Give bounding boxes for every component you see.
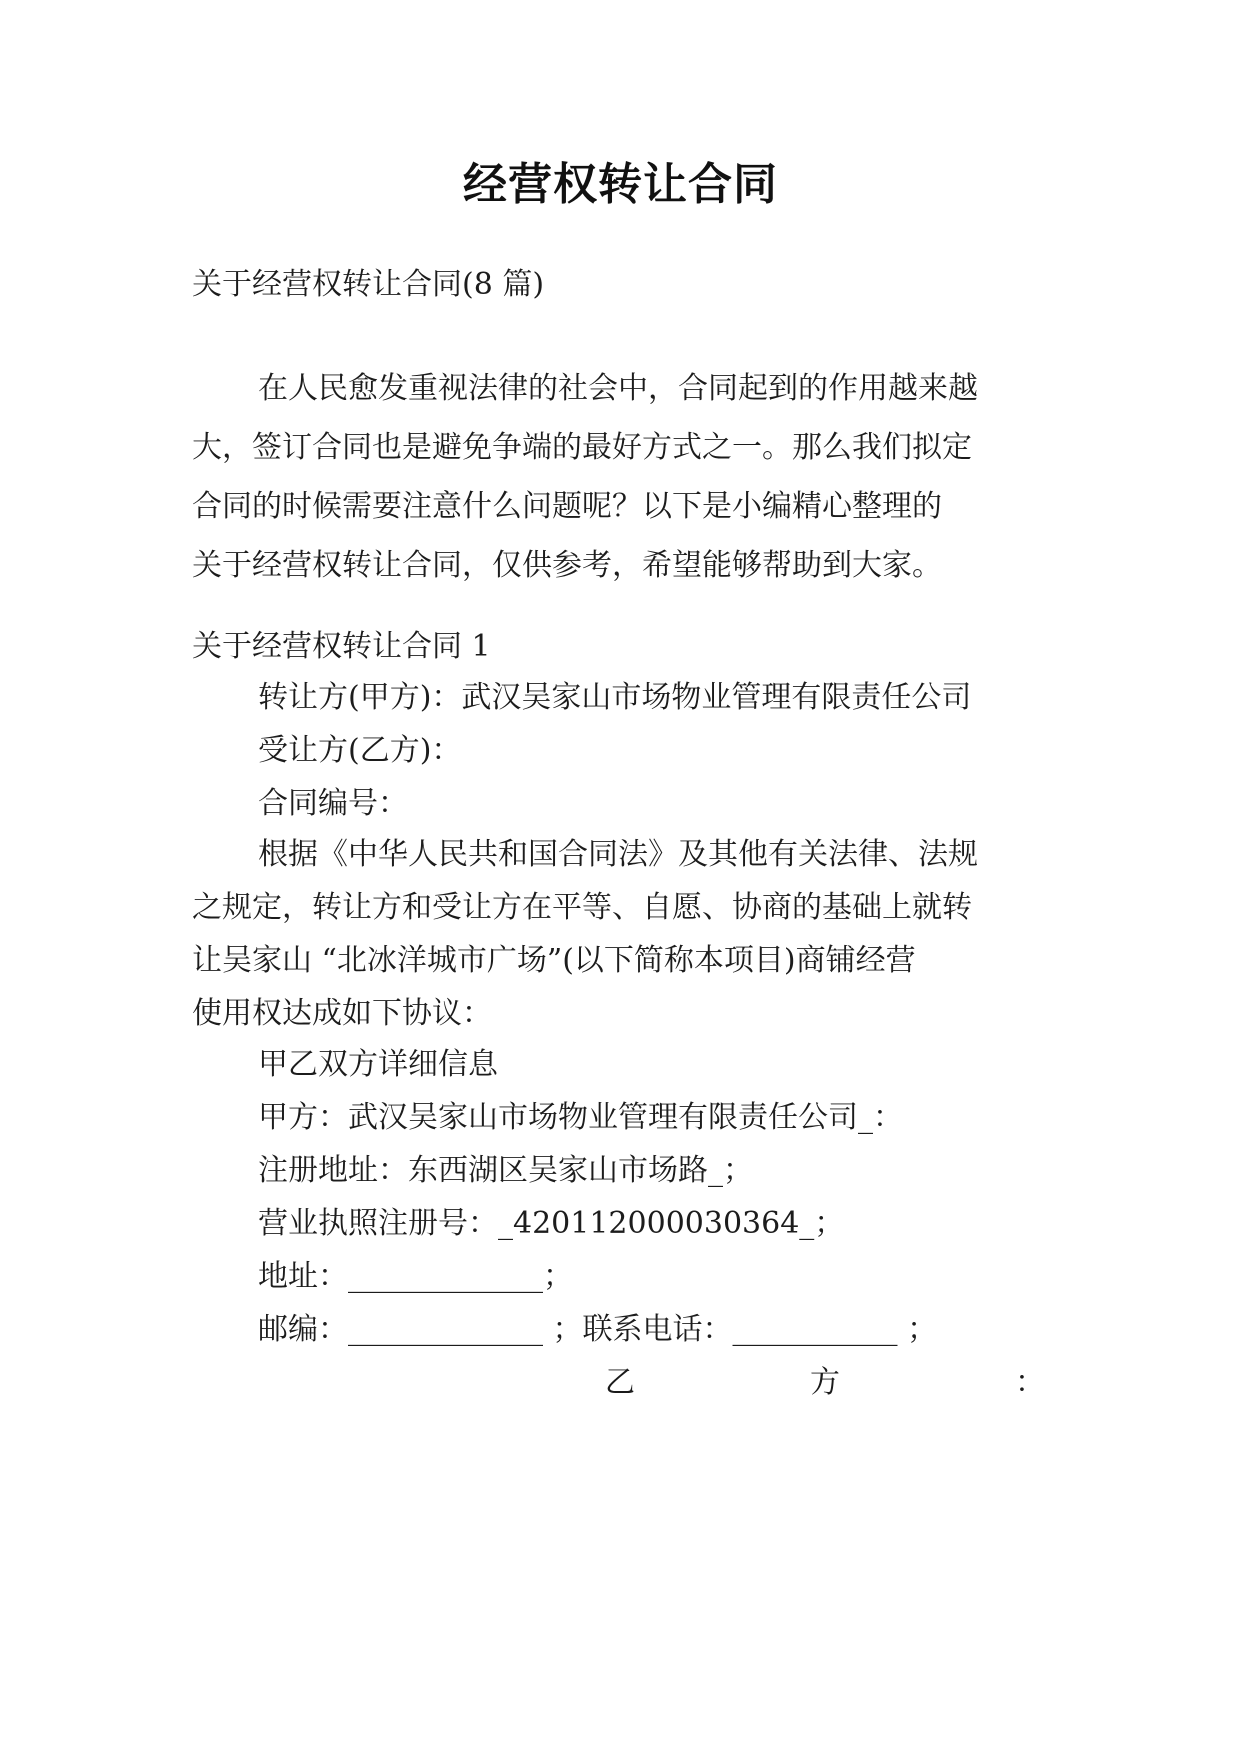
transferee-line: 受让方(乙方)： bbox=[258, 733, 462, 768]
intro-line: 大，签订合同也是避免争端的最好方式之一。那么我们拟定 bbox=[192, 430, 972, 465]
basis-line: 之规定，转让方和受让方在平等、自愿、协商的基础上就转 bbox=[192, 890, 972, 925]
intro-line: 合同的时候需要注意什么问题呢？以下是小编精心整理的 bbox=[192, 489, 942, 524]
address-line: 地址：_____________； bbox=[258, 1259, 573, 1294]
basis-paragraph bbox=[192, 828, 1052, 1040]
party-b-colon: ： bbox=[1015, 1365, 1045, 1400]
intro-line: 在人民愈发重视法律的社会中，合同起到的作用越来越 bbox=[258, 371, 978, 406]
registered-address-line: 注册地址：东西湖区吴家山市场路_； bbox=[258, 1153, 753, 1188]
contract-number-line: 合同编号： bbox=[258, 786, 408, 821]
party-b-char-2: 方 bbox=[810, 1365, 840, 1400]
basis-line: 使用权达成如下协议： bbox=[192, 996, 492, 1031]
postcode-phone-line: 邮编：_____________ ；联系电话：___________ ； bbox=[258, 1312, 938, 1347]
intro-paragraph bbox=[192, 359, 1052, 595]
transferor-line: 转让方(甲方)：武汉吴家山市场物业管理有限责任公司 bbox=[258, 680, 972, 715]
basis-line: 根据《中华人民共和国合同法》及其他有关法律、法规 bbox=[258, 837, 978, 872]
parties-heading: 甲乙双方详细信息 bbox=[258, 1047, 498, 1082]
license-number-line: 营业执照注册号：_420112000030364_； bbox=[258, 1206, 845, 1241]
document-title: 经营权转让合同 bbox=[463, 159, 778, 210]
document-subtitle: 关于经营权转让合同(8 篇) bbox=[192, 267, 545, 302]
intro-line: 关于经营权转让合同，仅供参考，希望能够帮助到大家。 bbox=[192, 548, 942, 583]
section-heading: 关于经营权转让合同 1 bbox=[192, 629, 491, 664]
basis-line: 让吴家山 “北冰洋城市广场”(以下简称本项目)商铺经营 bbox=[192, 943, 916, 978]
party-b-char-1: 乙 bbox=[605, 1365, 635, 1400]
party-a-line: 甲方：武汉吴家山市场物业管理有限责任公司_： bbox=[258, 1100, 903, 1135]
